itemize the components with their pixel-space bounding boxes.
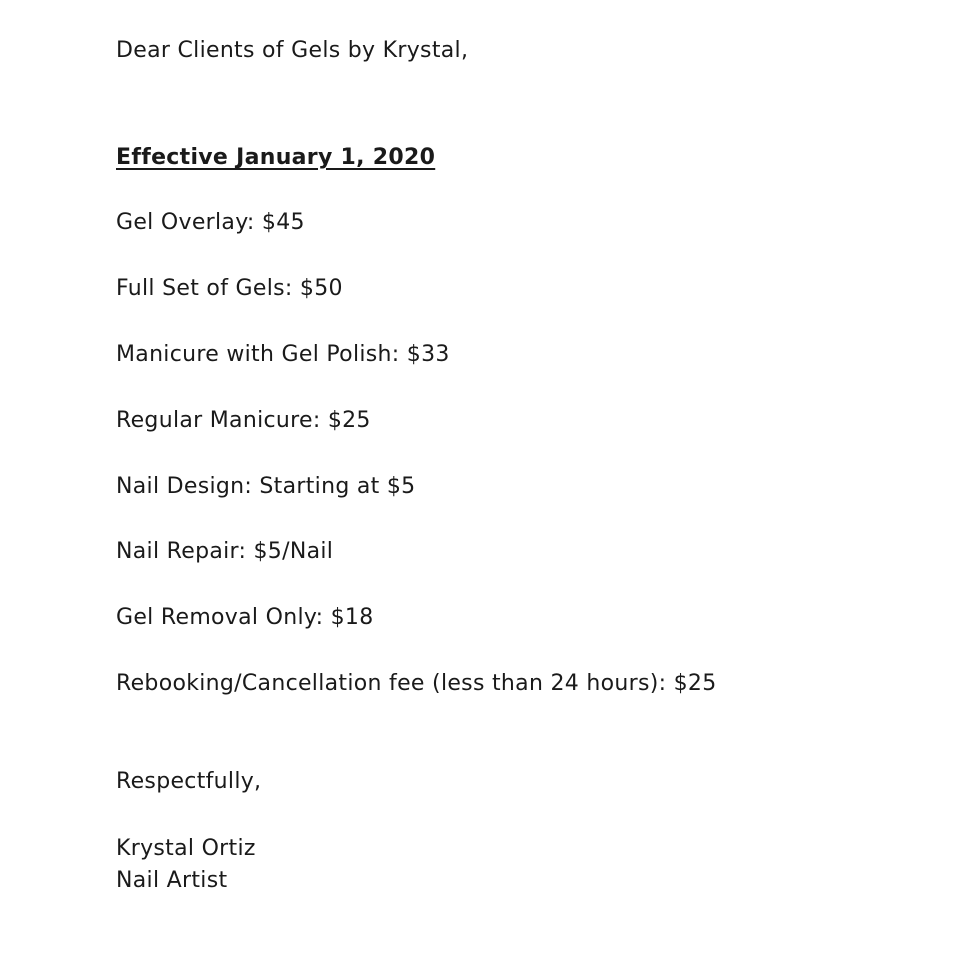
- price-item-nail-design: Nail Design: Starting at $5: [116, 474, 416, 499]
- price-item-full-set: Full Set of Gels: $50: [116, 276, 343, 301]
- price-item-gel-overlay: Gel Overlay: $45: [116, 210, 305, 235]
- greeting: Dear Clients of Gels by Krystal,: [116, 38, 469, 63]
- closing: Respectfully,: [116, 769, 262, 794]
- price-item-manicure-gel-polish: Manicure with Gel Polish: $33: [116, 342, 450, 367]
- signature-title: Nail Artist: [116, 868, 228, 893]
- effective-date-heading: Effective January 1, 2020: [116, 145, 436, 170]
- price-item-cancellation-fee: Rebooking/Cancellation fee (less than 24 hours): $25: [116, 671, 717, 696]
- price-item-gel-removal: Gel Removal Only: $18: [116, 605, 374, 630]
- price-item-nail-repair: Nail Repair: $5/Nail: [116, 539, 334, 564]
- price-item-regular-manicure: Regular Manicure: $25: [116, 408, 371, 433]
- signature-name: Krystal Ortiz: [116, 836, 256, 861]
